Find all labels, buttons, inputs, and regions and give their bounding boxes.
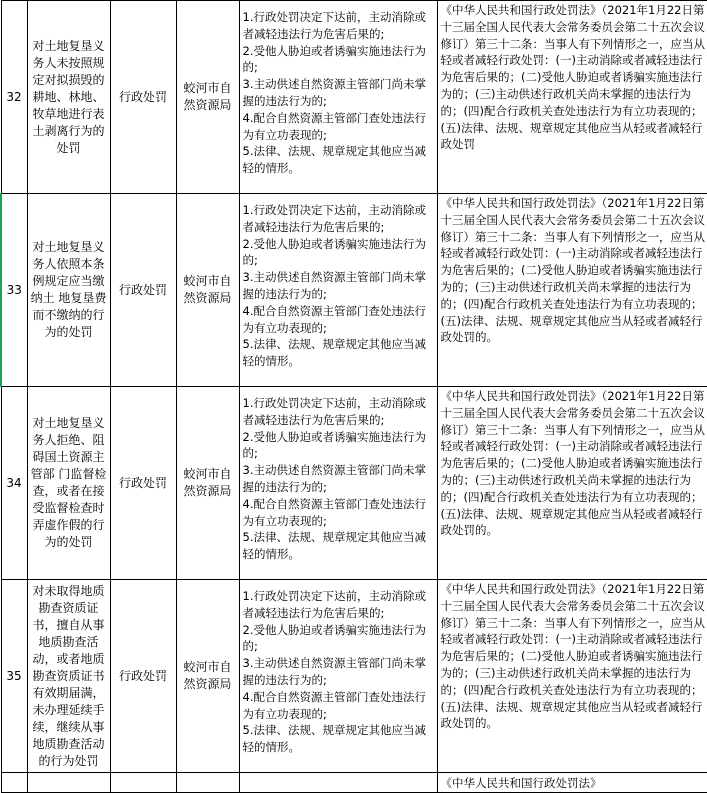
table-row bbox=[1, 387, 707, 580]
department: 蛟河市自然资源局 bbox=[176, 387, 239, 580]
row-number: 32 bbox=[1, 1, 27, 194]
department bbox=[176, 773, 239, 793]
condition-item: 1.行政处罚决定下达前，主动消除或者减轻违法行为危害后果的; bbox=[242, 396, 426, 427]
legal-basis bbox=[437, 387, 707, 580]
department: 蛟河市自然资源局 bbox=[176, 194, 239, 387]
row-number: 33 bbox=[1, 194, 27, 387]
legal-basis bbox=[437, 580, 707, 773]
condition-item: 4.配合自然资源主管部门查处违法行为有立功表现的; bbox=[242, 110, 426, 142]
legal-basis bbox=[437, 1, 707, 194]
mitigation-conditions bbox=[239, 387, 437, 580]
condition-item: 3.主动供述自然资源主管部门尚未掌握的违法行为的; bbox=[242, 656, 426, 687]
condition-item: 5.法律、法规、规章规定其他应当减轻的情形。 bbox=[242, 144, 426, 176]
legal-basis bbox=[437, 194, 707, 387]
table-row bbox=[1, 580, 707, 773]
condition-item: 1.行政处罚决定下达前，主动消除或者减轻违法行为危害后果的; bbox=[242, 589, 426, 620]
mitigation-conditions bbox=[239, 580, 437, 773]
mitigation-conditions bbox=[239, 1, 437, 194]
condition-item: 2.受他人胁迫或者诱骗实施违法行为的; bbox=[242, 43, 426, 75]
penalty-type bbox=[110, 773, 176, 793]
condition-item: 2.受他人胁迫或者诱骗实施违法行为的; bbox=[242, 429, 426, 461]
condition-item: 3.主动供述自然资源主管部门尚未掌握的违法行为的; bbox=[242, 77, 426, 108]
row-number: 35 bbox=[1, 580, 27, 773]
condition-item: 1.行政处罚决定下达前，主动消除或者减轻违法行为危害后果的; bbox=[242, 203, 426, 234]
condition-item: 2.受他人胁迫或者诱骗实施违法行为的; bbox=[242, 622, 426, 654]
penalty-type: 行政处罚 bbox=[110, 194, 176, 387]
violation-name: 对土地复垦义务人拒绝、阻碍国土资源主管部 门监督检查，或者在接受监督检查时弄虚作假的行为的处罚 bbox=[27, 387, 110, 580]
violation-name: 对土地复垦义务人未按照规定对拟损毁的耕地、林地、牧草地进行表土剥离行为的处罚 bbox=[27, 1, 110, 194]
department: 蛟河市自然资源局 bbox=[176, 580, 239, 773]
violation-name: 对未取得地质勘查资质证书，擅自从事地质勘查活动，或者地质勘查资质证书有效期届满，未办理延续手续，继续从事地质勘查活动的行为处罚 bbox=[27, 580, 110, 773]
condition-item: 5.法律、法规、规章规定其他应当减轻的情形。 bbox=[242, 723, 426, 755]
row-number: 34 bbox=[1, 387, 27, 580]
condition-item: 4.配合自然资源主管部门查处违法行为有立功表现的; bbox=[242, 689, 426, 721]
condition-item: 1.行政处罚决定下达前，主动消除或者减轻违法行为危害后果的; bbox=[242, 10, 426, 41]
legal-basis-text: 《中华人民共和国行政处罚法》（2021年1月22日第十三届全国人民代表大会常务委员会第二十五次会议修订）第三十二条：当事人有下列情形之一，应当从轻或者减轻行政处罚：(一)主动消除或者减轻违法行为危害后果的；(二)受他人胁迫或者诱骗实施违法行为的；(三)主动供述行政机关尚未掌握的违法行为的；(四)配合行政机关查处违法行为有立功表现的；(五)法律、法规、规章规定其他应当从轻或者减轻行政处罚 bbox=[440, 3, 705, 152]
penalty-type: 行政处罚 bbox=[110, 387, 176, 580]
condition-item: 4.配合自然资源主管部门查处违法行为有立功表现的; bbox=[242, 303, 426, 335]
row-number bbox=[1, 773, 27, 793]
violation-name bbox=[27, 773, 110, 793]
condition-item: 4.配合自然资源主管部门查处违法行为有立功表现的; bbox=[242, 496, 426, 528]
condition-item: 3.主动供述自然资源主管部门尚未掌握的违法行为的; bbox=[242, 270, 426, 301]
penalty-type: 行政处罚 bbox=[110, 1, 176, 194]
table-row bbox=[1, 773, 707, 793]
condition-item: 5.法律、法规、规章规定其他应当减轻的情形。 bbox=[242, 337, 426, 369]
table-row bbox=[1, 194, 707, 387]
legal-basis-text: 《中华人民共和国行政处罚法》（2021年1月22日第十三届全国人民代表大会常务委员会第二十五次会议修订）第三十二条：当事人有下列情形之一，应当从轻或者减轻行政处罚：(一)主动消除或者减轻违法行为危害后果的；(二)受他人胁迫或者诱骗实施违法行为的；(三)主动供述行政机关尚未掌握的违法行为的；(四)配合行政机关查处违法行为有立功表现的；(五)法律、法规、规章规定其他应当从轻或者减轻行政处罚的。 bbox=[440, 582, 705, 731]
mitigation-conditions bbox=[239, 194, 437, 387]
department: 蛟河市自然资源局 bbox=[176, 1, 239, 194]
legal-basis-text: 《中华人民共和国行政处罚法》（2021年1月22日第十三届全国人民代表大会常务委员会第二十五次会议修订）第三十二条：当事人有下列情形之一，应当从轻或者减轻行政处罚：(一)主动消除或者减轻违法行为危害后果的；(二)受他人胁迫或者诱骗实施违法行为的；(三)主动供述行政机关尚未掌握的违法行为的；(四)配合行政机关查处违法行为有立功表现的；(五)法律、法规、规章规定其他应当从轻或者减轻行政处罚的。 bbox=[440, 389, 705, 538]
legal-basis bbox=[437, 773, 707, 793]
legal-basis-text: 《中华人民共和国行政处罚法》 bbox=[440, 776, 602, 790]
table-row bbox=[1, 1, 707, 194]
legal-basis-text: 《中华人民共和国行政处罚法》（2021年1月22日第十三届全国人民代表大会常务委员会第二十五次会议修订）第三十二条：当事人有下列情形之一，应当从轻或者减轻行政处罚：(一)主动消除或者减轻违法行为危害后果的；(二)受他人胁迫或者诱骗实施违法行为的；(三)主动供述行政机关尚未掌握的违法行为的；(四)配合行政机关查处违法行为有立功表现的；(五)法律、法规、规章规定其他应当从轻或者减轻行政处罚的。 bbox=[440, 196, 705, 345]
violation-name: 对土地复垦义务人依照本条例规定应当缴纳土 地复垦费而不缴纳的行为的处罚 bbox=[27, 194, 110, 387]
condition-item: 5.法律、法规、规章规定其他应当减轻的情形。 bbox=[242, 530, 426, 562]
penalty-type: 行政处罚 bbox=[110, 580, 176, 773]
condition-item: 2.受他人胁迫或者诱骗实施违法行为的; bbox=[242, 236, 426, 268]
condition-item: 3.主动供述自然资源主管部门尚未掌握的违法行为的; bbox=[242, 463, 426, 494]
mitigation-conditions bbox=[239, 773, 437, 793]
